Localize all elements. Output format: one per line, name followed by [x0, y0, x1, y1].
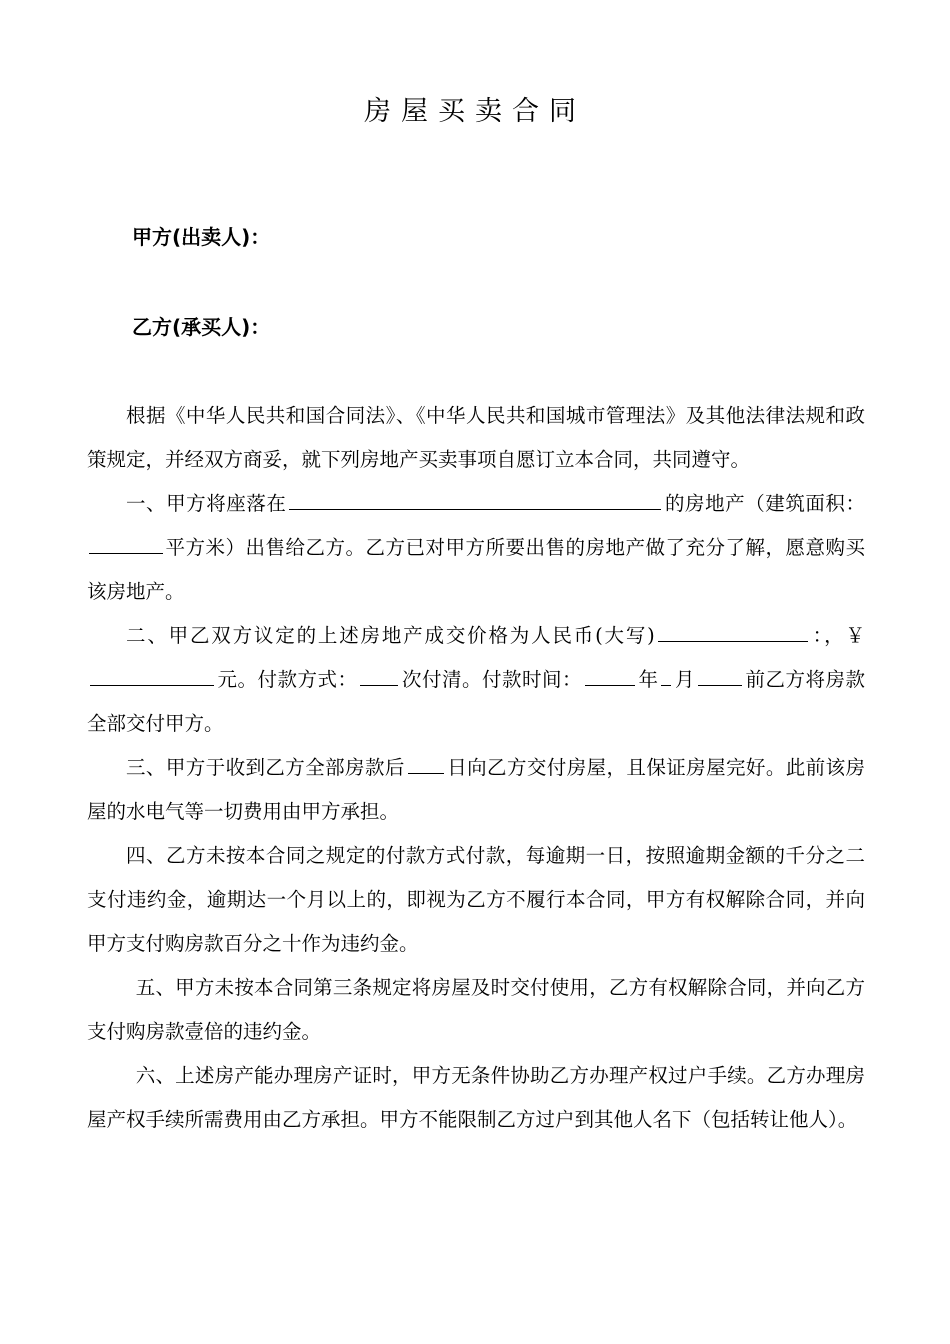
clause-2 — [87, 614, 865, 746]
clause-2-text-f: 月 — [674, 668, 695, 691]
clause-6 — [87, 1054, 865, 1142]
price-numeric-blank[interactable] — [90, 666, 214, 686]
payment-month-blank[interactable] — [661, 666, 671, 686]
payment-year-blank[interactable] — [585, 666, 635, 686]
clause-1-text-c: 平方米）出售给乙方。乙方已对甲方所要出售的房地产做了充分了解，愿意购买该房地产。 — [87, 536, 865, 603]
property-location-blank[interactable] — [289, 490, 661, 510]
clause-2-text-g: 前乙方将房款全部交付甲方。 — [87, 668, 865, 735]
clause-2-text-a: 二、甲乙双方议定的上述房地产成交价格为人民币(大写) — [126, 624, 655, 647]
preamble-paragraph — [87, 394, 865, 482]
clause-1 — [87, 482, 865, 614]
clause-1-text-a: 一、甲方将座落在 — [126, 492, 287, 515]
document-title: 房屋买卖合同 — [364, 96, 586, 127]
clause-3-text-b: 日向乙方交付房屋，且保证房屋完好。此前该房屋的水电气等一切费用由甲方承担。 — [87, 756, 865, 823]
clause-4 — [87, 834, 865, 966]
payment-day-blank[interactable] — [698, 666, 742, 686]
clause-5-text: 五、甲方未按本合同第三条规定将房屋及时交付使用，乙方有权解除合同，并向乙方支付购房款壹倍的违约金。 — [87, 976, 865, 1043]
clause-2-text-b: ：，￥ — [810, 624, 865, 647]
clause-5 — [87, 966, 865, 1054]
clause-6-text: 六、上述房产能办理房产证时，甲方无条件协助乙方办理产权过户手续。乙方办理房屋产权手续所需费用由乙方承担。甲方不能限制乙方过户到其他人名下（包括转让他人）。 — [87, 1064, 865, 1131]
clause-3 — [87, 746, 865, 834]
clause-2-text-c: 元。付款方式： — [217, 668, 358, 691]
building-area-blank[interactable] — [89, 534, 163, 554]
contract-body — [87, 394, 865, 1142]
payment-times-blank[interactable] — [360, 666, 398, 686]
clause-2-text-e: 年 — [637, 668, 659, 691]
party-b-label: 乙方(承买人)： — [132, 315, 271, 339]
party-a-label: 甲方(出卖人)： — [132, 225, 271, 249]
clause-2-text-d: 次付清。付款时间： — [401, 668, 582, 691]
delivery-days-blank[interactable] — [408, 754, 444, 774]
clause-4-text: 四、乙方未按本合同之规定的付款方式付款，每逾期一日，按照逾期金额的千分之二支付违约金，逾期达一个月以上的，即视为乙方不履行本合同，甲方有权解除合同，并向甲方支付购房款百分之十作为违约金。 — [87, 844, 865, 955]
preamble-text: 根据《中华人民共和国合同法》、《中华人民共和国城市管理法》及其他法律法规和政策规定，并经双方商妥，就下列房地产买卖事项自愿订立本合同，共同遵守。 — [87, 404, 865, 471]
price-uppercase-blank[interactable] — [658, 622, 808, 642]
clause-1-text-b: 的房地产（建筑面积： — [664, 492, 865, 515]
clause-3-text-a: 三、甲方于收到乙方全部房款后 — [126, 756, 405, 779]
